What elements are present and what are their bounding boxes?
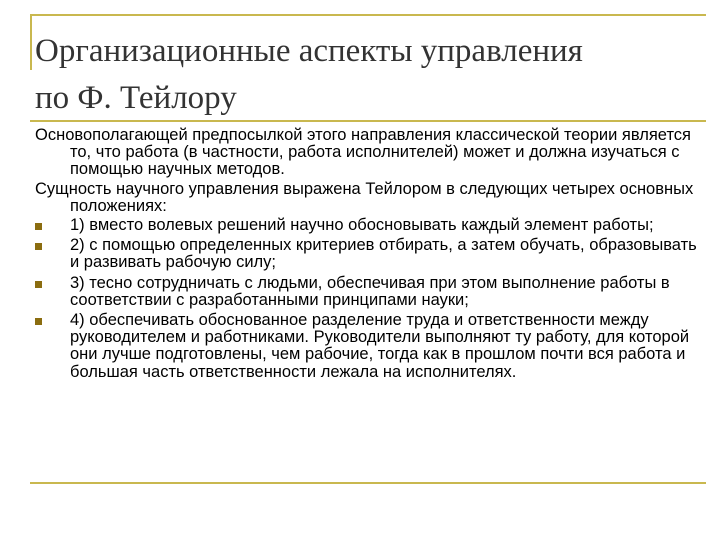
square-bullet-icon <box>35 243 42 250</box>
frame-bottom-line <box>30 482 706 484</box>
square-bullet-icon <box>35 223 42 230</box>
intro-paragraph: Основополагающей предпосылкой этого направления классической теории является то, что работа (в частности, работа исполнителей) может и должна изучаться с помощью научных методов. <box>35 126 691 179</box>
list-item <box>35 275 701 309</box>
list-item <box>35 312 701 381</box>
list-item-text: 3) тесно сотрудничать с людьми, обеспечивая при этом выполнение работы в соответствии с разработанными принципами науки; <box>70 273 670 309</box>
list-item <box>35 217 701 234</box>
square-bullet-icon <box>35 281 42 288</box>
essence-paragraph: Сущность научного управления выражена Тейлором в следующих четырех основных положениях: <box>35 179 694 215</box>
slide-body <box>35 127 701 384</box>
slide-title: Организационные аспекты управления по Ф. Тейлору <box>35 33 583 116</box>
frame-top-line <box>30 14 706 16</box>
list-item-text: 4) обеспечивать обоснованное разделение труда и ответственности между руководителем и работниками. Руководители выполняют ту работу, для которой они лучше подготовлены, чем рабочие, тогда как в прошлом почти вся работа и большая часть ответственности лежала на исполнителях. <box>70 311 690 381</box>
principles-list <box>35 217 701 381</box>
square-bullet-icon <box>35 318 42 325</box>
list-item <box>35 237 701 271</box>
frame-left-line <box>30 14 32 70</box>
list-item-text: 1) вместо волевых решений научно обосновывать каждый элемент работы; <box>70 216 654 235</box>
list-item-text: 2) с помощью определенных критериев отбирать, а затем обучать, образовывать и развивать рабочую силу; <box>70 236 697 272</box>
